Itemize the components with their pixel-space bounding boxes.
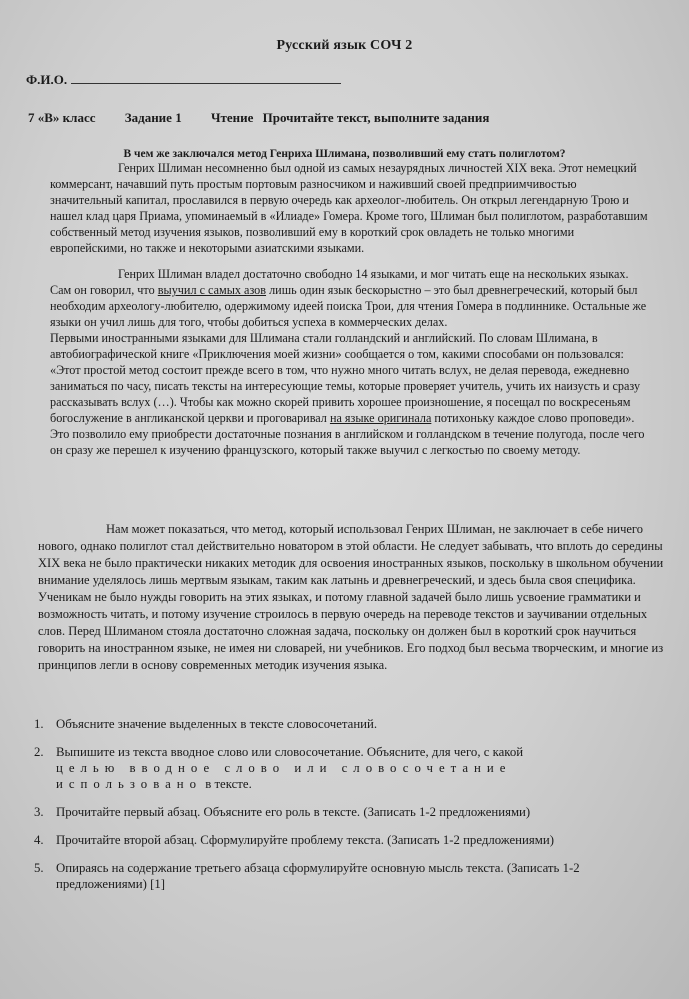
fio-label: Ф.И.О. (26, 72, 68, 87)
paragraph-1: Генрих Шлиман несомненно был одной из самых незаурядных личностей XIX века. Этот немецкий коммерсант, начавший путь простым портовым разносчиком и наживший своей предприимчивостью значительный капитал, прославился в первую очередь как археолог-любитель. Он открыл легендарную Трою и нашел клад царя Приама, упоминаемый в «Илиаде» Гомера. Кроме того, Шлиман был полиглотом, разработавшим собственный метод изучения языков, позволивший ему в короткий срок овладеть не только многими европейскими, но также и некоторыми азиатскими языками. (50, 161, 648, 255)
fio-blank-line (71, 72, 341, 84)
task-item (34, 744, 644, 792)
task-header (28, 110, 515, 126)
task-text: Прочитайте второй абзац. Сформулируйте проблему текста. (Записать 1-2 предложениями) (56, 833, 554, 847)
page-title: Русский язык СОЧ 2 (276, 38, 413, 53)
task-item (34, 804, 644, 820)
text-question-heading: В чем же заключался метод Генриха Шлимана, позволивший ему стать полиглотом? (123, 148, 566, 160)
task-text (56, 744, 644, 792)
task-number: 2. (34, 745, 44, 759)
task-number: 3. (34, 805, 44, 819)
paragraph-2-end: лишь один язык бескорыстно – это был древнегреческий, который был необходим археологу-любителю, одержимому идеей поиска Трои, для чтения Гомера в подлиннике. Остальные же языки он учил лишь для того, чтобы добиться успеха в коммерческих делах. (50, 283, 647, 329)
task-text: Опираясь на содержание третьего абзаца сформулируйте основную мысль текста. (Записать 1-2 предложениями) [1] (56, 861, 580, 891)
task-2-spaced-line-2: использовано (56, 777, 203, 791)
task-number: 5. (34, 861, 44, 875)
task-item (34, 716, 644, 732)
task-item (34, 860, 644, 892)
paragraph-2 (50, 266, 650, 330)
highlighted-phrase-1: выучил с самых азов (157, 283, 267, 297)
task-item (34, 832, 644, 848)
paragraph-3-end: потихоньку каждое слово проповеди». Это позволило ему приобрести достаточные познания в английском и голландском в течение полугода, после чего он сразу же перешел к изучению французского, который также выучил с легкостью по своему методу. (50, 411, 645, 457)
task-number: 1. (34, 717, 44, 731)
task-2-line-end: в тексте. (202, 777, 252, 791)
paragraph-4: Нам может показаться, что метод, который использовал Генрих Шлиман, не заключает в себе ничего нового, однако полиглот стал действительно новатором в этой области. Не следует забывать, что вплоть до середины XIX века не было практически никаких методик для освоения иностранных языков, поскольку в школьном обучении внимание уделялось лишь мертвым языкам, таким как латынь и древнегреческий, и здесь была своя специфика. Ученикам не было нужды говорить на этих языках, и потому главной задачей было лишь усвоение грамматики и возможность читать, и потому изучение строилось в первую очередь на переводе текстов и заучивании отдельных слов. Перед Шлиманом стояла достаточно сложная задача, поскольку он должен был в короткий срок научиться говорить на иностранном языке, не имея ни словарей, ни учебников. Его подход был весьма творческим, и многие из принципов легли в основу современных методик изучения языка. (38, 522, 664, 672)
class-label: 7 «В» класс (28, 110, 96, 125)
fio-field (26, 72, 341, 88)
reading-label: Чтение (210, 110, 254, 125)
task-2-spaced-line-1: целью вводное слово или словосочетание (56, 761, 512, 775)
task-number: 4. (34, 833, 44, 847)
paragraph-2-start: Генрих Шлиман владел достаточно свободно 14 языками, и мог читать еще на нескольких языках. Сам он говорил, что (50, 267, 629, 297)
task-list (34, 716, 644, 904)
reading-text (38, 160, 664, 672)
task-label: Задание 1 (124, 110, 182, 125)
task-2-line-1: Выпишите из текста вводное слово или словосочетание. Объясните, для чего, с какой (56, 745, 524, 759)
paragraph-3-start: Первыми иностранными языками для Шлимана стали голландский и английский. По словам Шлимана, в автобиографической книге «Приключения моей жизни» сообщается о том, какими способами он пользовался: «Этот простой метод состоит прежде всего в том, что нужно много читать вслух, не делая перевода, ежедневно заниматься по часу, писать тексты на интересующие темы, которые проверяет учитель, учить их наизусть и сразу рассказывать вслух (…). Чтобы как можно скорей привить хорошее произношение, я посещал по воскресеньям богослужение в англиканской церкви и проговаривал (50, 331, 641, 425)
highlighted-phrase-2: на языке оригинала (329, 411, 432, 425)
instruction: Прочитайте текст, выполните задания (262, 110, 490, 125)
paragraph-3 (50, 330, 650, 458)
task-text: Объясните значение выделенных в тексте словосочетаний. (56, 717, 378, 731)
task-text: Прочитайте первый абзац. Объясните его роль в тексте. (Записать 1-2 предложениями) (56, 805, 531, 819)
